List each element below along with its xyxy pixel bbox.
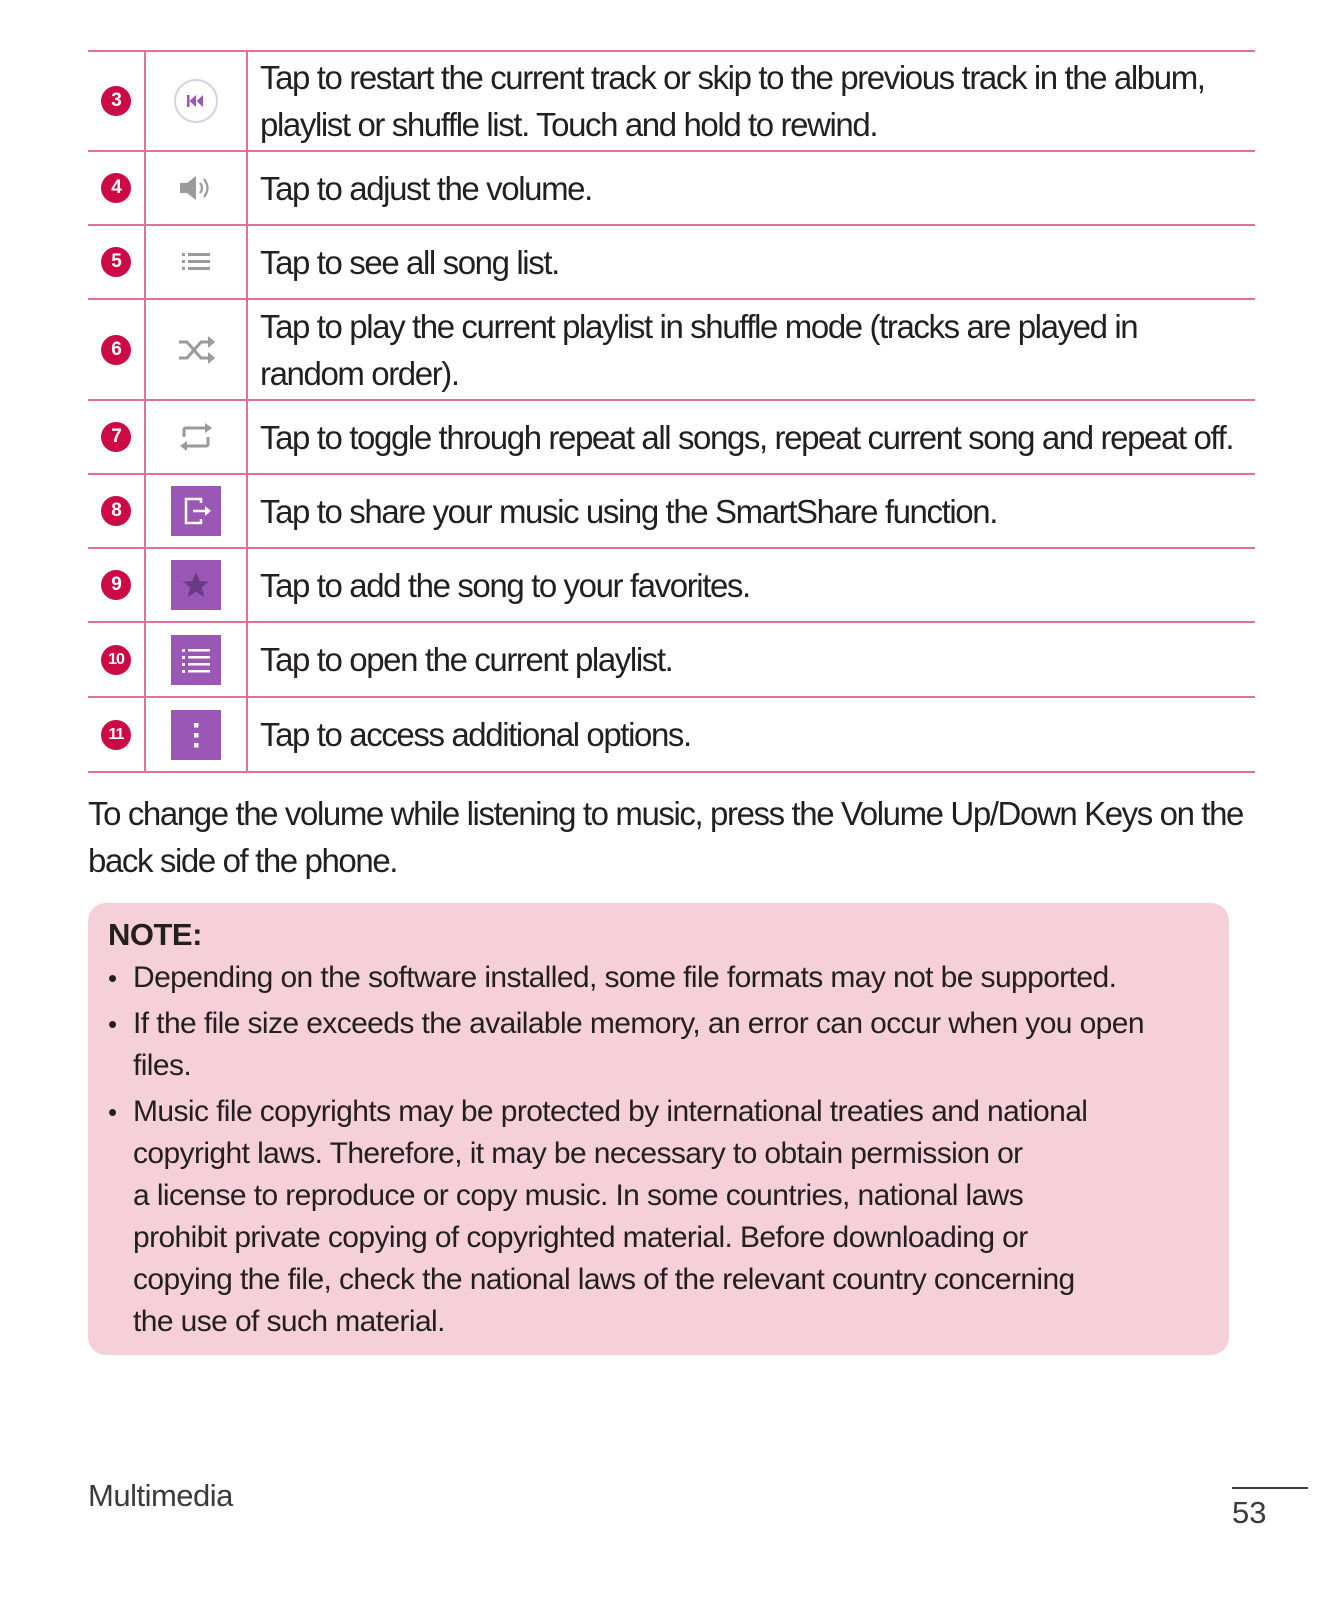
footer-section-label: Multimedia (88, 1478, 233, 1513)
row-number-badge: 4 (101, 173, 131, 203)
paragraph-line: back side of the phone. (88, 842, 398, 879)
note-title: NOTE: (108, 917, 202, 952)
favorite-star-icon (180, 569, 212, 601)
table-row (88, 475, 1255, 549)
table-row (88, 623, 1255, 698)
row-number-badge: 9 (101, 570, 131, 600)
table-row (88, 300, 1255, 401)
controls-table (88, 50, 1255, 773)
repeat-icon (176, 420, 216, 454)
table-row (88, 52, 1255, 152)
volume-paragraph (88, 790, 1248, 884)
row-description-line: Tap to access additional options. (260, 716, 691, 753)
table-row (88, 152, 1255, 226)
row-number-badge: 3 (101, 86, 131, 116)
volume-icon (176, 173, 216, 203)
more-options-icon (181, 718, 211, 752)
row-number-badge: 8 (101, 496, 131, 526)
smartshare-icon (179, 494, 213, 528)
previous-track-icon (173, 78, 219, 124)
table-row (88, 401, 1255, 475)
page-number: 53 (1232, 1495, 1267, 1530)
table-row (88, 549, 1255, 623)
row-number-badge: 6 (101, 335, 131, 365)
row-description-line: Tap to share your music using the SmartShare function. (260, 492, 997, 530)
row-description-line: playlist or shuffle list. Touch and hold to rewind. (260, 106, 878, 143)
row-description-line: random order). (260, 354, 459, 392)
row-number-badge: 11 (101, 720, 131, 750)
row-number-badge: 10 (101, 645, 131, 675)
shuffle-icon (175, 334, 217, 366)
note-bullet: • Depending on the software installed, some file formats may not be supported. (108, 957, 1199, 999)
row-number-badge: 7 (101, 422, 131, 452)
note-bullet: • If the file size exceeds the available memory, an error can occur when you open files. (108, 1003, 1199, 1087)
note-box (88, 903, 1229, 1355)
note-bullet: • Music file copyrights may be protected by international treaties and national copyright laws. Therefore, it may be necessary to obtain permission or a license to reproduce or copy music. In some countries, national laws prohibit private copying of copyrighted material. Before downloading or copying the file, check the national laws of the relevant country concerning the use of such material. (108, 1091, 1199, 1343)
song-list-icon (179, 249, 213, 275)
footer-divider (1232, 1487, 1308, 1489)
row-description-line: Tap to see all song list. (260, 243, 559, 281)
row-description-line: Tap to restart the current track or skip to the previous track in the album, (260, 59, 1205, 96)
paragraph-line: To change the volume while listening to music, press the Volume Up/Down Keys on the (88, 795, 1243, 832)
playlist-icon (179, 645, 213, 675)
table-row (88, 698, 1255, 773)
row-description-line: Tap to add the song to your favorites. (260, 566, 750, 604)
row-description-line: Tap to open the current playlist. (260, 641, 673, 678)
row-description-line: Tap to toggle through repeat all songs, repeat current song and repeat off. (260, 418, 1234, 456)
table-row (88, 226, 1255, 300)
note-list (108, 957, 1199, 1343)
row-number-badge: 5 (101, 247, 131, 277)
row-description-line: Tap to adjust the volume. (260, 169, 592, 207)
row-description-line: Tap to play the current playlist in shuffle mode (tracks are played in (260, 307, 1138, 345)
